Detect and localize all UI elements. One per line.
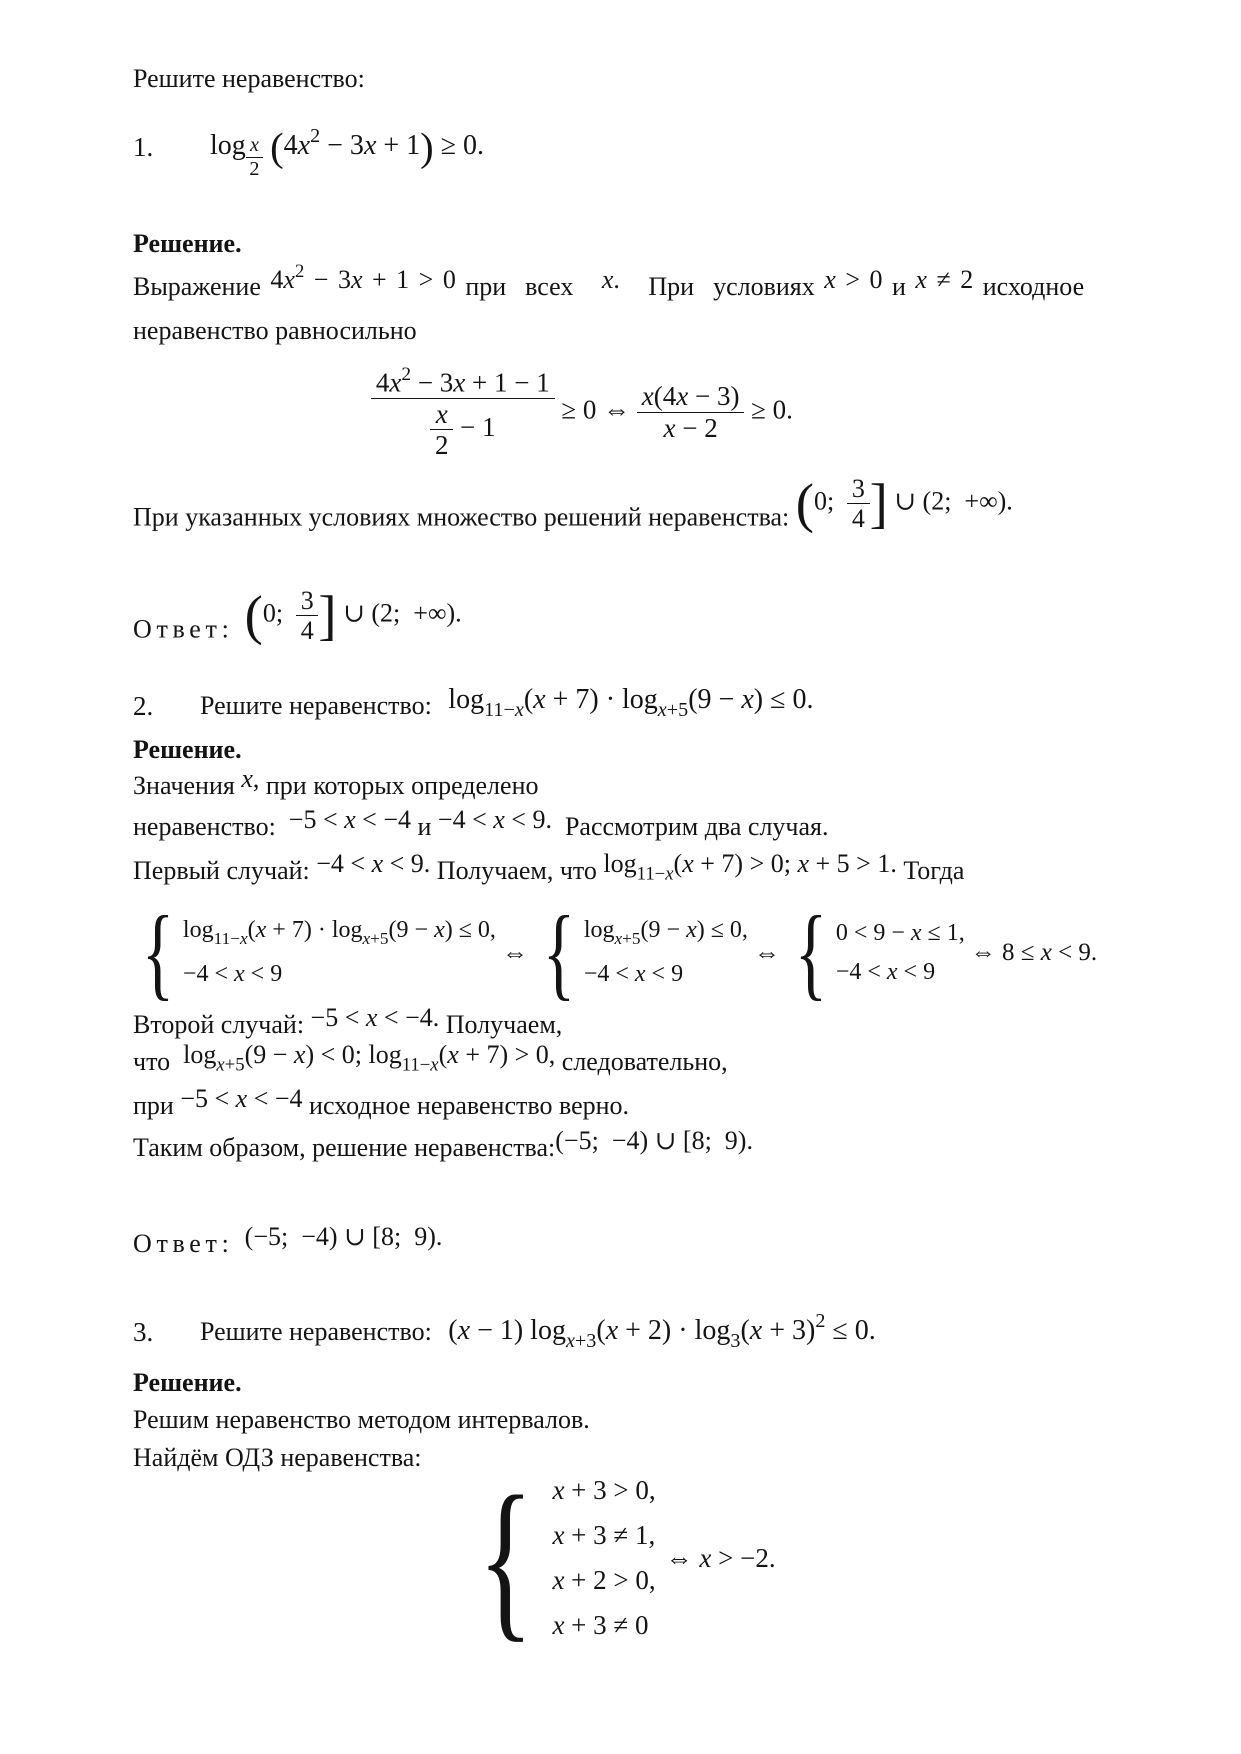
text-fragment: Тогда <box>896 856 965 886</box>
problem-3-formula: (x − 1) $\log_{x+3}(x + 2) \cdot \log_3(x + 3)^2 \le 0$. <box>448 1309 876 1352</box>
problem-2-prompt: Решите неравенство: <box>200 690 439 720</box>
text-fragment: Выражение <box>133 272 271 302</box>
problem-2-number: 2. <box>133 690 154 721</box>
solution-2-line-1 <box>133 763 1181 803</box>
inline-formula: $\log_{11-x}(x + 7) > 0$; x + 5 > 1. <box>603 849 897 885</box>
system-row: x + 2 > 0, <box>552 1565 656 1596</box>
solution-2-line-6 <box>133 1084 1181 1123</box>
problem-3-prompt: Решите неравенство: <box>200 1316 439 1346</box>
solution-3-line-1: Решим неравенство методом интервалов. <box>133 1405 590 1435</box>
solution-set-expression: (−5; −4) ∪ [8; 9). <box>555 1125 753 1155</box>
text-fragment: Первый случай: <box>133 856 317 886</box>
text-fragment: и <box>882 272 916 302</box>
answer-expression: (−5; −4) ∪ [8; 9). <box>244 1221 443 1251</box>
solution-2-case-2 <box>133 1002 1181 1042</box>
page-title: Решите неравенство: <box>133 64 365 93</box>
iff-symbol: ⇔ <box>501 937 528 967</box>
inline-formula: x. <box>601 265 620 295</box>
systems-result: ⇔ 8 ≤ x < 9. <box>970 938 1098 966</box>
text-fragment: Получаем, что <box>430 856 604 886</box>
text-fragment: следовательно, <box>555 1047 728 1077</box>
problem-1-formula: log $_{\frac{x}{2}}$ $(4x^2 - 3x + 1) \ge 0$. <box>210 124 485 180</box>
system-rows <box>183 917 496 988</box>
system-row: −4 < x < 9 <box>583 961 684 988</box>
text-fragment: при всех <box>455 272 602 302</box>
system-row: −4 < x < 9 <box>182 961 283 988</box>
system-row: x + 3 > 0, <box>552 1475 656 1506</box>
odz-system <box>463 1458 1181 1657</box>
inline-formula: −4 < x < 9. <box>316 849 431 879</box>
system-row: x + 3 ≠ 1, <box>552 1520 656 1551</box>
problem-1 <box>133 124 1181 188</box>
system-row: x + 3 ≠ 0 <box>552 1610 649 1641</box>
answer-1 <box>133 584 1181 661</box>
problem-2-formula: $\log_{11-x}(x + 7) \cdot \log_{x+5}(9 - x) \le 0$. <box>448 683 814 721</box>
system-3 <box>786 895 965 1011</box>
problem-2 <box>133 683 1181 729</box>
text-fragment: при которых определено <box>259 770 539 800</box>
solution-1-line-2: неравенство равносильно <box>133 316 417 346</box>
inline-formula: −4 < x < 9. <box>437 805 552 835</box>
text-fragment: Значения <box>133 770 242 800</box>
inline-formula: −5 < x < −4 <box>288 805 411 835</box>
odz-result: ⇔ x > −2. <box>665 1542 776 1573</box>
system-rows <box>836 920 965 986</box>
text-fragment: Таким образом, решение неравенства: <box>133 1132 556 1162</box>
answer-label: Ответ: <box>133 614 245 644</box>
system-brace: { <box>794 895 828 1011</box>
system-1 <box>133 895 496 1011</box>
text-fragment: что <box>133 1047 184 1077</box>
solution-2-systems-row <box>133 895 1181 1011</box>
problem-3-number: 3. <box>133 1316 154 1347</box>
system-row: $\log_{x+5}(9 - x) \le 0$, <box>583 917 748 949</box>
text-fragment: при <box>133 1091 181 1121</box>
inline-formula: x > 0 <box>824 265 883 295</box>
system-rows <box>552 1475 655 1641</box>
problem-1-number: 1. <box>133 131 154 162</box>
text-fragment: исходное неравенство верно. <box>302 1091 630 1121</box>
text-fragment: Рассмотрим два случая. <box>551 812 829 842</box>
solution-2-heading: Решение. <box>133 734 242 764</box>
solution-3-line-2: Найдём ОДЗ неравенства: <box>133 1443 422 1473</box>
system-brace: { <box>542 895 576 1011</box>
solution-2-conclusion <box>133 1125 1181 1165</box>
solution-3-heading: Решение. <box>133 1367 242 1397</box>
system-row: −4 < x < 9 <box>835 958 936 985</box>
problem-3 <box>133 1309 1181 1360</box>
answer-2 <box>133 1221 1181 1261</box>
text-fragment: и <box>411 812 438 842</box>
system-row: 0 < 9 − x ≤ 1, <box>835 919 965 946</box>
text-fragment: исходное <box>973 272 1085 302</box>
answer-expression: (0; $\frac{3}{4}$ ] ∪ (2; +∞). <box>244 584 462 646</box>
system-brace: { <box>141 895 175 1011</box>
system-brace: { <box>477 1458 534 1657</box>
solution-2-case-1 <box>133 849 1181 894</box>
inline-formula: $\log_{x+5}(9 - x) < 0$; $\log_{11-x}(x + 7) > 0$, <box>183 1040 556 1076</box>
system-rows <box>584 917 748 988</box>
solution-2-line-5 <box>133 1040 1181 1085</box>
solution-1-heading: Решение. <box>133 229 242 259</box>
text-fragment: При указанных условиях множество решений неравенства: <box>133 502 796 532</box>
inline-formula: $4x^2 - 3x + 1 > 0$ <box>270 261 456 295</box>
text-fragment: неравенство: <box>133 812 289 842</box>
inline-formula: x ≠ 2 <box>915 265 974 295</box>
solution-set-expression: (0; $\frac{3}{4}$ ] ∪ (2; +∞). <box>795 472 1013 534</box>
solution-2-line-2 <box>133 805 1181 844</box>
inline-formula: −5 < x < −4 <box>180 1084 303 1114</box>
inline-formula: x, <box>241 763 260 793</box>
text-fragment: Получаем, <box>439 1009 563 1039</box>
system-row: $\log_{11-x}(x + 7) \cdot \log_{x+5}(9 - x) \le 0$, <box>182 917 496 949</box>
answer-label: Ответ: <box>133 1228 245 1258</box>
inline-formula: −5 < x < −4. <box>310 1002 440 1032</box>
solution-1-display-formula: $4x^2 - 3x + 1 - 1$ $\frac{x}{2}$ − 1 ≥ 0 ⇔ $\frac{x(4x - 3)}{x - 2}$ ≥ 0. <box>371 364 1181 460</box>
iff-symbol: ⇔ <box>753 937 780 967</box>
solution-1-conclusion <box>133 472 1181 549</box>
text-fragment: При условиях <box>619 272 825 302</box>
text-fragment: Второй случай: <box>133 1009 311 1039</box>
system-2 <box>534 895 748 1011</box>
solution-1-line-1 <box>133 261 1181 304</box>
